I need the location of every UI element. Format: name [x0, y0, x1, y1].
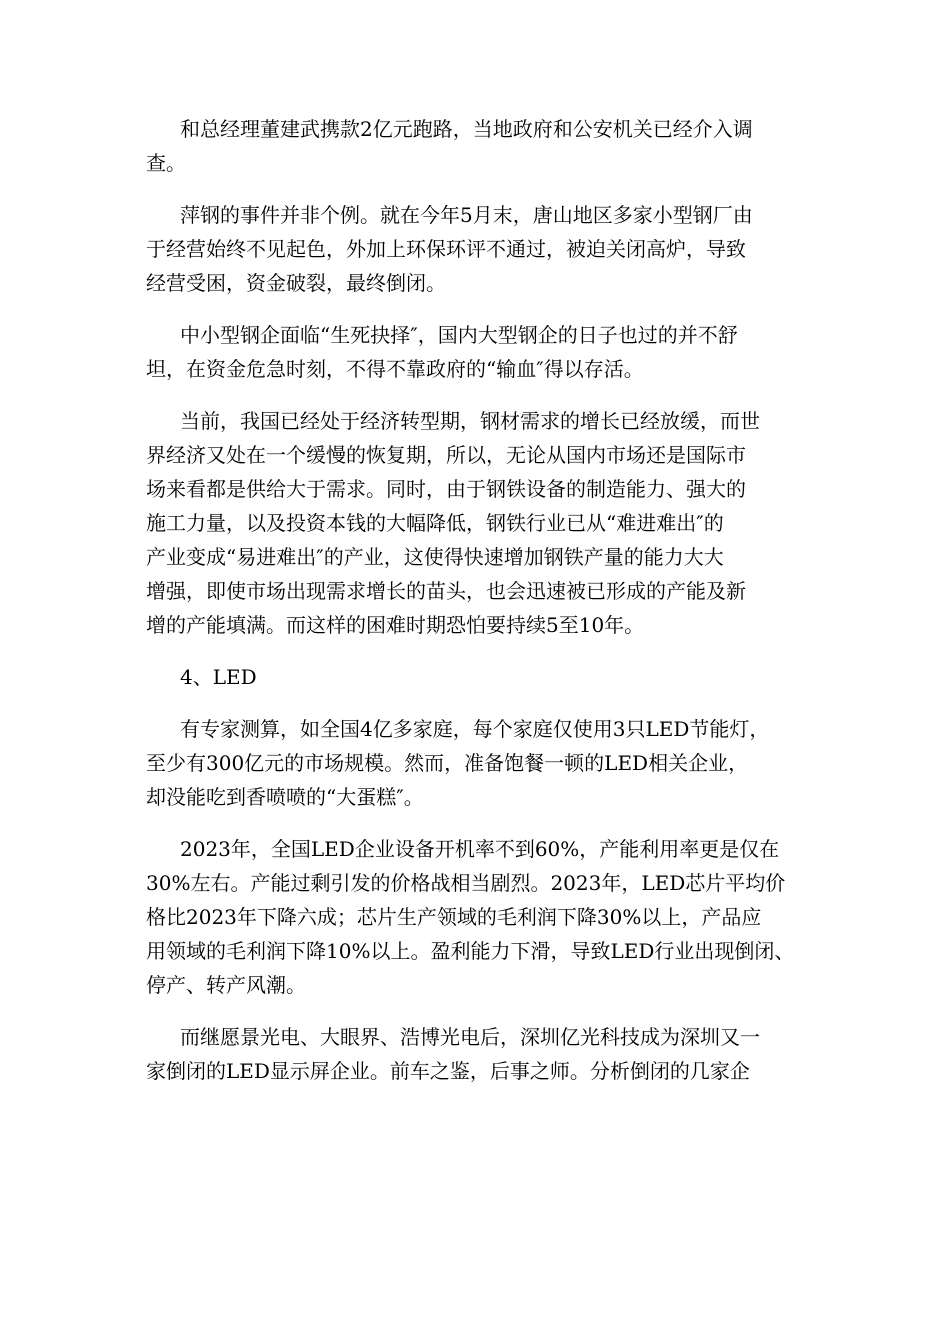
text-line: 查。 — [146, 151, 186, 175]
text-line: 于经营始终不见起色，外加上环保环评不通过，被迫关闭高炉，导致 — [146, 237, 746, 261]
text-line: 家倒闭的LED显示屏企业。前车之鉴，后事之师。分析倒闭的几家企 — [146, 1059, 750, 1083]
text-line: 用领域的毛利润下降10%以上。盈利能力下滑，导致LED行业出现倒闭、 — [146, 939, 795, 963]
text-line: 30%左右。产能过剩引发的价格战相当剧烈。2023年，LED芯片平均价 — [146, 871, 786, 895]
paragraph-5 — [146, 712, 816, 814]
text-line: 2023年，全国LED企业设备开机率不到60%，产能利用率更是仅在 — [180, 837, 780, 861]
text-line: 和总经理董建武携款2亿元跑路，当地政府和公安机关已经介入调 — [180, 117, 753, 141]
paragraph-6 — [146, 832, 816, 1002]
paragraph-7 — [146, 1020, 816, 1088]
document-body — [146, 112, 816, 1106]
text-line: 施工力量，以及投资本钱的大幅降低，钢铁行业已从“难进难出″的 — [146, 511, 724, 535]
text-line: 产业变成“易进难出″的产业，这使得快速增加钢铁产量的能力大大 — [146, 545, 724, 569]
text-line: 场来看都是供给大于需求。同时，由于钢铁设备的制造能力、强大的 — [146, 477, 746, 501]
text-line: 萍钢的事件并非个例。就在今年5月末，唐山地区多家小型钢厂由 — [180, 203, 753, 227]
text-line: 格比2023年下降六成；芯片生产领域的毛利润下降30%以上，产品应 — [146, 905, 762, 929]
text-line: 当前，我国已经处于经济转型期，钢材需求的增长已经放缓，而世 — [180, 409, 760, 433]
paragraph-3 — [146, 318, 816, 386]
text-line: 经营受困，资金破裂，最终倒闭。 — [146, 271, 446, 295]
text-line: 中小型钢企面临“生死抉择″，国内大型钢企的日子也过的并不舒 — [180, 323, 738, 347]
paragraph-4 — [146, 404, 816, 642]
text-line: 却没能吃到香喷喷的“大蛋糕″。 — [146, 785, 424, 809]
text-line: 增强，即使市场出现需求增长的苗头，也会迅速被已形成的产能及新 — [146, 579, 746, 603]
paragraph-1 — [146, 112, 816, 180]
text-line: 坦，在资金危急时刻，不得不靠政府的“输血″得以存活。 — [146, 357, 644, 381]
text-line: 增的产能填满。而这样的困难时期恐怕要持续5至10年。 — [146, 613, 645, 637]
text-line: 有专家测算，如全国4亿多家庭，每个家庭仅使用3只LED节能灯， — [180, 717, 770, 741]
text-line: 停产、转产风潮。 — [146, 973, 306, 997]
text-line: 至少有300亿元的市场规模。然而，准备饱餐一顿的LED相关企业， — [146, 751, 749, 775]
text-line: 界经济又处在一个缓慢的恢复期，所以，无论从国内市场还是国际市 — [146, 443, 746, 467]
text-line: 而继愿景光电、大眼界、浩博光电后，深圳亿光科技成为深圳又一 — [180, 1025, 760, 1049]
section-heading — [146, 660, 816, 694]
paragraph-2 — [146, 198, 816, 300]
section-title: 4、LED — [180, 665, 257, 689]
